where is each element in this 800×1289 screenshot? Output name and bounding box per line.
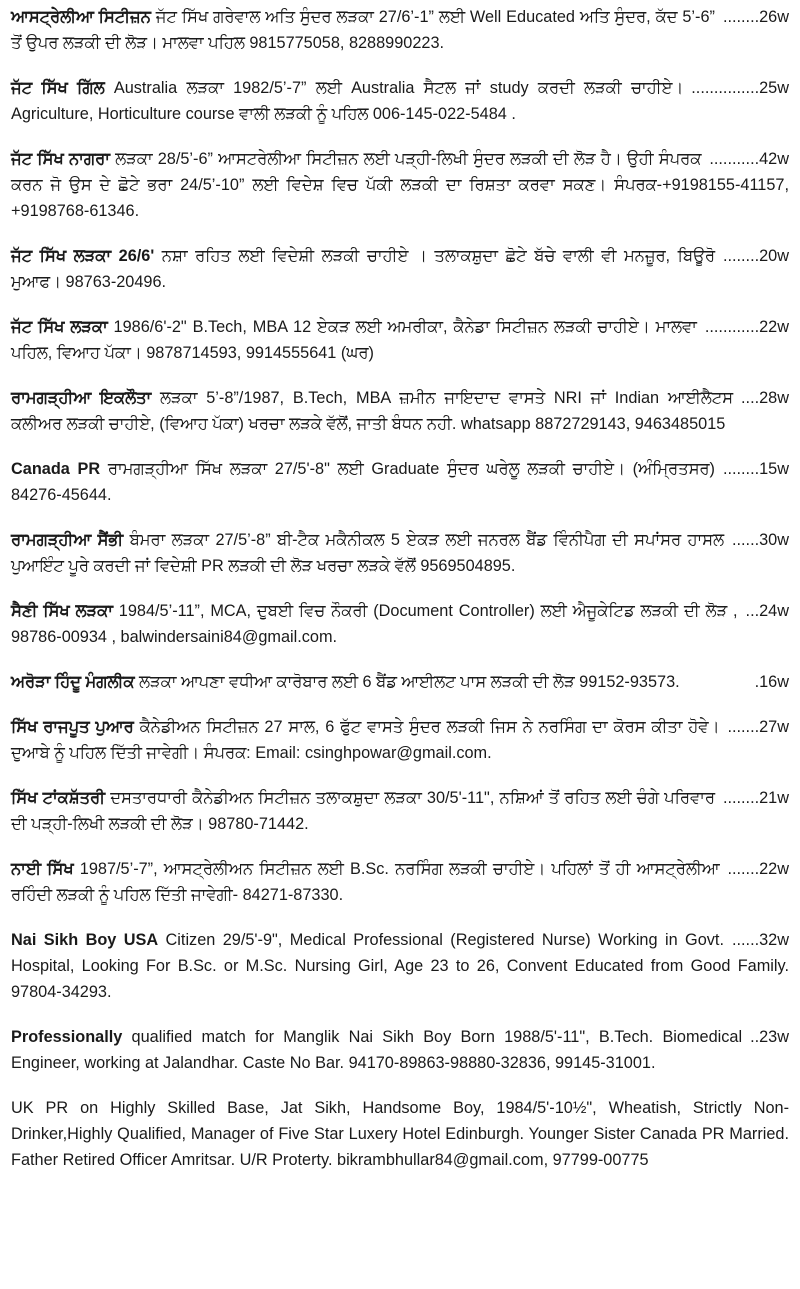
ad-text: ਜੱਟ ਸਿੱਖ ਗਰੇਵਾਲ ਅਤਿ ਸੁੰਦਰ ਲੜਕਾ 27/6’-1” ਲਈ Well Educated ਅਤਿ ਸੁੰਦਰ, ਕੱਦ 5’-6” ਤੋਂ ਉਪਰ ਲੜਕੀ ਦੀ ਲੋੜ। ਮਾਲਵਾ ਪਹਿਲ 9815775058, 8288990223. (11, 8, 715, 52)
ad-6 (11, 385, 789, 437)
ad-11 (11, 714, 789, 766)
ad-code: ............22w (704, 318, 789, 336)
ad-5 (11, 314, 789, 366)
ad-14 (11, 927, 789, 1005)
ad-text: ਬੰਮਰਾ ਲੜਕਾ 27/5’-8” ਬੀ-ਟੈਕ ਮਕੈਨੀਕਲ 5 ਏਕੜ ਲਈ ਜਨਰਲ ਬੈਂਡ ਵਿੰਨੀਪੈਗ ਦੀ ਸਪਾਂਸਰ ਹਾਸਲ ਪੁਆਇੰਟ ਪੂਰੇ ਕਰਦੀ ਜਾਂ ਵਿਦੇਸ਼ੀ PR ਲੜਕੀ ਦੀ ਲੋੜ ਖਰਚਾ ਲੜਕੇ ਵੱਲੋਂ 9569504895. (11, 531, 724, 575)
ad-code: ...............25w (691, 79, 789, 97)
ad-heading: ਸਿੱਖ ਰਾਜਪੂਤ ਪੁਆਰ (11, 718, 134, 736)
ad-heading: ਰਾਮਗੜ੍ਹੀਆ ਸੈਂਭੀ (11, 531, 124, 549)
ad-code: ...........42w (709, 150, 789, 168)
ad-text: qualified match for Manglik Nai Sikh Boy Born 1988/5'-11", B.Tech. Biomedical Engineer, working at Jalandhar. Caste No Bar. 94170-89863-98880-32836, 99145-31001. (11, 1028, 743, 1072)
ad-heading: Canada PR (11, 460, 101, 478)
ad-heading: ਸੈਣੀ ਸਿੱਖ ਲੜਕਾ (11, 602, 113, 620)
ad-9 (11, 598, 789, 650)
ad-2 (11, 75, 789, 127)
ad-code: .......22w (727, 860, 789, 878)
ad-code: .16w (754, 673, 789, 691)
ad-code: ........21w (722, 789, 789, 807)
ad-1 (11, 4, 789, 56)
ad-text: UK PR on Highly Skilled Base, Jat Sikh, Handsome Boy, 1984/5'-10½", Wheatish, Strictly Non-Drinker,Highly Qualified, Manager of Five Star Luxery Hotel Edinburgh. Younger Sister Canada PR Married. Father Retired Officer Amritsar. U/R Proterty. bikrambhullar84@gmail.com, 97799-00775 (11, 1099, 789, 1169)
ad-code: ..23w (750, 1028, 789, 1046)
ad-text: Citizen 29/5'-9", Medical Professional (Registered Nurse) Working in Govt. Hospital, Looking For B.Sc. or M.Sc. Nursing Girl, Age 23 to 26, Convent Educated from Good Family. 97804-34293. (11, 931, 789, 1001)
ad-16 (11, 1095, 789, 1173)
ad-code: ........20w (722, 247, 789, 265)
ad-code: ......30w (731, 531, 789, 549)
ad-text: Australia ਲੜਕਾ 1982/5’-7” ਲਈ Australia ਸੈਟਲ ਜਾਂ study ਕਰਦੀ ਲੜਕੀ ਚਾਹੀਏ। Agriculture, Horticulture course ਵਾਲੀ ਲੜਕੀ ਨੂੰ ਪਹਿਲ 006-145-022-5484 . (11, 79, 684, 123)
ad-heading: Professionally (11, 1028, 123, 1046)
ad-text: ਲੜਕਾ ਆਪਣਾ ਵਧੀਆ ਕਾਰੋਬਾਰ ਲਈ 6 ਬੈਂਡ ਆਈਲਟ ਪਾਸ ਲੜਕੀ ਦੀ ਲੋੜ 99152-93573. (134, 673, 680, 691)
ad-text: ਲੜਕਾ 5’-8”/1987, B.Tech, MBA ਜ਼ਮੀਨ ਜਾਇਦਾਦ ਵਾਸਤੇ NRI ਜਾਂ Indian ਆਈਲੈਟਸ ਕਲੀਅਰ ਲੜਕੀ ਚਾਹੀਏ, (ਵਿਆਹ ਪੱਕਾ) ਖਰਚਾ ਲੜਕੇ ਵੱਲੋਂ, ਜਾਤੀ ਬੰਧਨ ਨਹੀ. whatsapp 8872729143, 9463485015 (11, 389, 734, 433)
ad-heading: ਜੱਟ ਸਿੱਖ ਨਾਗਰਾ (11, 150, 110, 168)
ad-code: ........15w (722, 460, 789, 478)
ad-heading: ਜੱਟ ਸਿੱਖ ਗਿੱਲ (11, 79, 105, 97)
ad-text: 1986/6'-2" B.Tech, MBA 12 ਏਕੜ ਲਈ ਅਮਰੀਕਾ, ਕੈਨੇਡਾ ਸਿਟੀਜ਼ਨ ਲੜਕੀ ਚਾਹੀਏ। ਮਾਲਵਾ ਪਹਿਲ, ਵਿਆਹ ਪੱਕਾ। 9878714593, 9914555641 (ਘਰ) (11, 318, 697, 362)
ad-text: ਲੜਕਾ 28/5’-6” ਆਸਟਰੇਲੀਆ ਸਿਟੀਜ਼ਨ ਲਈ ਪੜ੍ਹੀ-ਲਿਖੀ ਸੁੰਦਰ ਲੜਕੀ ਦੀ ਲੋੜ ਹੈ। ਉਹੀ ਸੰਪਰਕ ਕਰਨ ਜੋ ਉਸ ਦੇ ਛੋਟੇ ਭਰਾ 24/5’-10” ਲਈ ਵਿਦੇਸ਼ ਵਿਚ ਪੱਕੀ ਲੜਕੀ ਦਾ ਰਿਸ਼ਤਾ ਕਰਵਾ ਸਕਣ। ਸੰਪਰਕ-+9198155-41157, +9198768-61346. (11, 150, 789, 220)
ad-text: ਰਾਮਗੜ੍ਹੀਆ ਸਿੱਖ ਲੜਕਾ 27/5'-8" ਲਈ Graduate ਸੁੰਦਰ ਘਰੇਲੂ ਲੜਕੀ ਚਾਹੀਏ। (ਅੰਮ੍ਰਿਤਸਰ) 84276-45644. (11, 460, 715, 504)
ad-heading: ਜੱਟ ਸਿੱਖ ਲੜਕਾ 26/6' (11, 247, 155, 265)
ad-13 (11, 856, 789, 908)
ad-heading: ਸਿੱਖ ਟਾਂਕਸ਼ੱਤਰੀ (11, 789, 106, 807)
ad-heading: ਰਾਮਗੜ੍ਹੀਆ ਇਕਲੌਤਾ (11, 389, 152, 407)
ad-text: ਨਸ਼ਾ ਰਹਿਤ ਲਈ ਵਿਦੇਸ਼ੀ ਲੜਕੀ ਚਾਹੀਏ । ਤਲਾਕਸ਼ੁਦਾ ਛੋਟੇ ਬੱਚੇ ਵਾਲੀ ਵੀ ਮਨਜ਼ੂਰ, ਬਿਊਰੋ ਮੁਆਫ। 98763-20496. (11, 247, 715, 291)
ad-heading: Nai Sikh Boy USA (11, 931, 159, 949)
ad-7 (11, 456, 789, 508)
ad-text: 1987/5’-7”, ਆਸਟ੍ਰੇਲੀਅਨ ਸਿਟੀਜ਼ਨ ਲਈ B.Sc. ਨਰਸਿੰਗ ਲੜਕੀ ਚਾਹੀਏ। ਪਹਿਲਾਂ ਤੋਂ ਹੀ ਆਸਟ੍ਰੇਲੀਆ ਰਹਿੰਦੀ ਲੜਕੀ ਨੂੰ ਪਹਿਲ ਦਿੱਤੀ ਜਾਵੇਗੀ- 84271-87330. (11, 860, 720, 904)
ad-heading: ਜੱਟ ਸਿੱਖ ਲੜਕਾ (11, 318, 108, 336)
ad-code: ....28w (741, 389, 789, 407)
ad-code: ......32w (731, 931, 789, 949)
ad-text: ਦਸਤਾਰਧਾਰੀ ਕੈਨੇਡੀਅਨ ਸਿਟੀਜ਼ਨ ਤਲਾਕਸ਼ੁਦਾ ਲੜਕਾ 30/5'-11", ਨਸ਼ਿਆਂ ਤੋਂ ਰਹਿਤ ਲਈ ਚੰਗੇ ਪਰਿਵਾਰ ਦੀ ਪੜ੍ਹੀ-ਲਿਖੀ ਲੜਕੀ ਦੀ ਲੋੜ। 98780-71442. (11, 789, 715, 833)
ad-text: 1984/5’-11”, MCA, ਦੁਬਈ ਵਿਚ ਨੌਕਰੀ (Document Controller) ਲਈ ਐਜੂਕੇਟਿਡ ਲੜਕੀ ਦੀ ਲੋੜ , 98786-00934 , balwindersaini84@gmail.com. (11, 602, 738, 646)
ad-heading: ਅਰੋੜਾ ਹਿੰਦੂ ਮੰਗਲੀਕ (11, 673, 135, 691)
ad-text: ਕੈਨੇਡੀਅਨ ਸਿਟੀਜ਼ਨ 27 ਸਾਲ, 6 ਫੁੱਟ ਵਾਸਤੇ ਸੁੰਦਰ ਲੜਕੀ ਜਿਸ ਨੇ ਨਰਸਿੰਗ ਦਾ ਕੋਰਸ ਕੀਤਾ ਹੋਵੇ। ਦੁਆਬੇ ਨੂੰ ਪਹਿਲ ਦਿੱਤੀ ਜਾਵੇਗੀ। ਸੰਪਰਕ: Email: csinghpowar@gmail.com. (11, 718, 720, 762)
ad-code: ...24w (745, 602, 789, 620)
ad-heading: ਨਾਈ ਸਿੱਖ (11, 860, 74, 878)
ad-15 (11, 1024, 789, 1076)
ad-12 (11, 785, 789, 837)
ad-4 (11, 243, 789, 295)
ad-10 (11, 669, 789, 695)
ad-code: .......27w (727, 718, 789, 736)
ad-8 (11, 527, 789, 579)
ad-code: ........26w (722, 8, 789, 26)
ad-3 (11, 146, 789, 224)
ad-heading: ਆਸਟ੍ਰੇਲੀਆ ਸਿਟੀਜ਼ਨ (11, 8, 151, 26)
